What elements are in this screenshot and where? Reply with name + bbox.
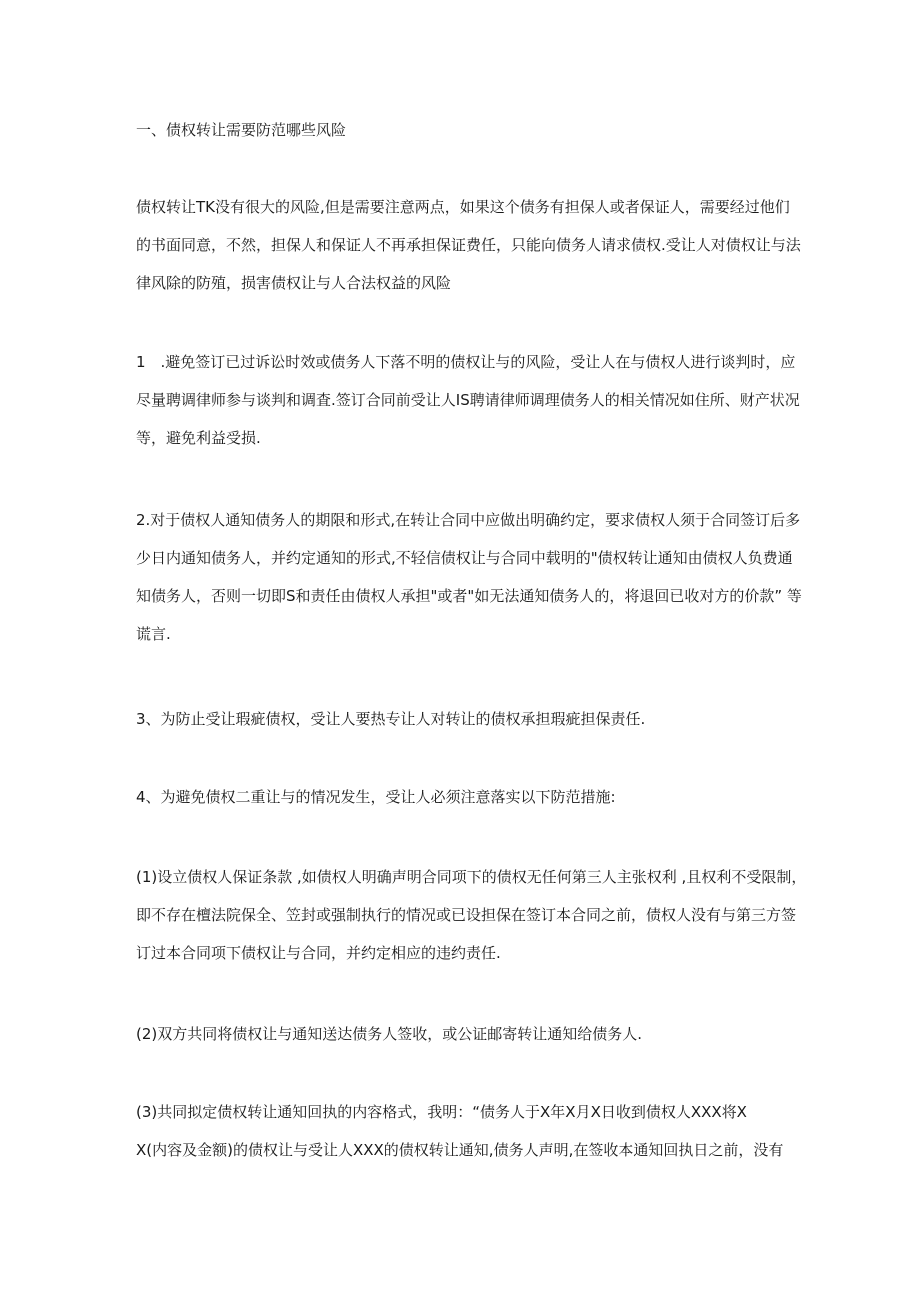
item-4-2-paragraph	[136, 1023, 792, 1045]
item-4-1-paragraph	[136, 866, 807, 964]
paragraph-line: 谎言.	[136, 625, 171, 643]
paragraph-line: 的书面同意，不然，担保人和保证人不再承担保证费任，只能向债务人请求债权.受让人对债权让与法	[136, 236, 801, 254]
paragraph-line: 即不存在檀法院保全、笠封或强制执行的情况或已设担保在签订本合同之前，债权人没有与第三方签	[136, 906, 797, 924]
paragraph-line: (2)双方共同将债权让与通知送达债务人签收，或公证邮寄转让通知给债务人.	[136, 1025, 643, 1043]
paragraph-line: 律风除的防殖，损害债权让与人合法权益的风险	[136, 274, 452, 292]
document-heading: 一、债权转让需要防范哪些风险	[136, 121, 347, 139]
paragraph-line: 3、为防止受让瑕疵债权，受让人要热专让人对转让的债权承担瑕疵担保责任.	[136, 710, 646, 728]
paragraph-line: 1 .避免签订已过诉讼时效或债务人下落不明的债权让与的风险，受让人在与债权人进行谈判时，应	[136, 353, 796, 371]
paragraph-line: 知债务人，否则一切即S和责任由债权人承担"或者"如无法通知债务人的，将退回已收对方的价款” 等	[136, 587, 802, 605]
paragraph-line: 4、为避免债权二重让与的情况发生，受让人必须注意落实以下防范措施:	[136, 788, 616, 806]
paragraph-line: 债权转让TK没有很大的风险,但是需要注意两点，如果这个债务有担保人或者保证人，需要经过他们	[136, 198, 790, 216]
intro-paragraph	[136, 196, 801, 294]
paragraph-line: X(内容及金额)的债权让与受让人XXX的债权转让通知,债务人声明,在签收本通知回执日之前，没有	[136, 1141, 784, 1159]
paragraph-line: 尽量聘调律师参与谈判和调査.签订合同前受让人IS聘请律师调理债务人的相关情况如住所、财产状况	[136, 391, 800, 409]
paragraph-line: 订过本合同项下债权让与合同，并约定相应的违约责任.	[136, 944, 501, 962]
paragraph-line: 等，避免利益受损.	[136, 429, 261, 447]
paragraph-line: 2.对于债权人通知债务人的期限和形式,在转让合同中应做出明确约定，要求债权人须于合同签订后多	[136, 511, 801, 529]
paragraph-line: 少日内通知债务人，并约定通知的形式,不轻信债权让与合同中载明的"债权转让通知由债权人负费通	[136, 549, 793, 567]
paragraph-line: (1)设立债权人保证条款 ,如债权人明确声明合同项下的债权无任何第三人主张权利 ,且权利不受限制，	[136, 868, 807, 886]
paragraph-line: (3)共同拟定债权转让通知回执的内容格式，我明：“债务人于X年X月X日收到债权人XXX将X	[136, 1103, 747, 1121]
item-3-paragraph	[136, 708, 792, 730]
item-4-paragraph	[136, 786, 792, 808]
item-2-paragraph	[136, 509, 802, 645]
item-1-paragraph	[136, 351, 800, 449]
item-4-3-paragraph	[136, 1101, 792, 1161]
